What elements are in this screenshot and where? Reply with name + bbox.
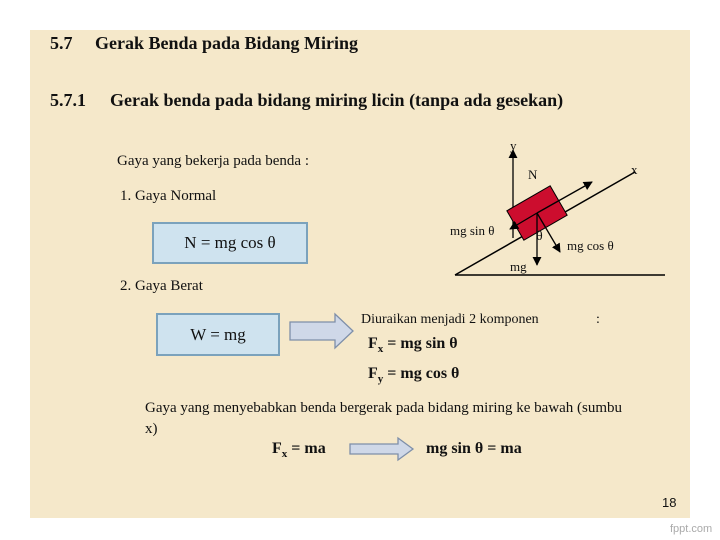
fx-ma-equation <box>272 440 326 460</box>
y-axis-label: y <box>510 138 517 153</box>
fx-ma-sub: x <box>281 448 288 460</box>
mg-label: mg <box>510 259 527 274</box>
decompose-colon: : <box>596 312 600 327</box>
force-normal-label: 1. Gaya Normal <box>120 188 217 204</box>
fx-ma-rest: = ma <box>287 440 326 457</box>
force-weight-label: 2. Gaya Berat <box>120 278 203 294</box>
theta-label: θ <box>536 229 543 244</box>
result-arrow <box>350 438 413 460</box>
fx-equation <box>368 335 458 355</box>
x-axis-label: x <box>631 162 638 177</box>
section-number: 5.7 <box>50 33 73 53</box>
subsection-title: Gerak benda pada bidang miring licin (tanpa ada gesekan) <box>110 90 564 110</box>
mg-cos-label: mg cos θ <box>567 238 614 253</box>
conclusion-line-1: Gaya yang menyebabkan benda bergerak pada bidang miring ke bawah (sumbu <box>145 400 623 416</box>
fy-equation <box>368 365 459 385</box>
fx-base: F <box>368 335 378 352</box>
page-number: 18 <box>662 495 677 510</box>
decompose-text: Diuraikan menjadi 2 komponen <box>361 312 539 327</box>
normal-label: N <box>528 167 538 182</box>
fx-ma-base: F <box>272 440 282 457</box>
section-title: Gerak Benda pada Bidang Miring <box>95 33 359 53</box>
mg-sin-label: mg sin θ <box>450 223 495 238</box>
fy-rest: = mg cos θ <box>383 365 460 382</box>
mg-sin-ma-equation: mg sin θ = ma <box>426 440 522 457</box>
fy-base: F <box>368 365 378 382</box>
decompose-arrow <box>290 314 353 348</box>
subsection-number: 5.7.1 <box>50 90 86 110</box>
watermark-logo: fppt.com <box>670 523 713 535</box>
normal-force-formula: N = mg cos θ <box>184 233 276 252</box>
fx-rest: = mg sin θ <box>383 335 458 352</box>
intro-text: Gaya yang bekerja pada benda : <box>117 153 309 169</box>
fx-sub: x <box>377 343 384 355</box>
weight-formula: W = mg <box>190 324 246 344</box>
conclusion-line-2: x) <box>145 421 158 437</box>
fy-sub: y <box>377 373 384 385</box>
